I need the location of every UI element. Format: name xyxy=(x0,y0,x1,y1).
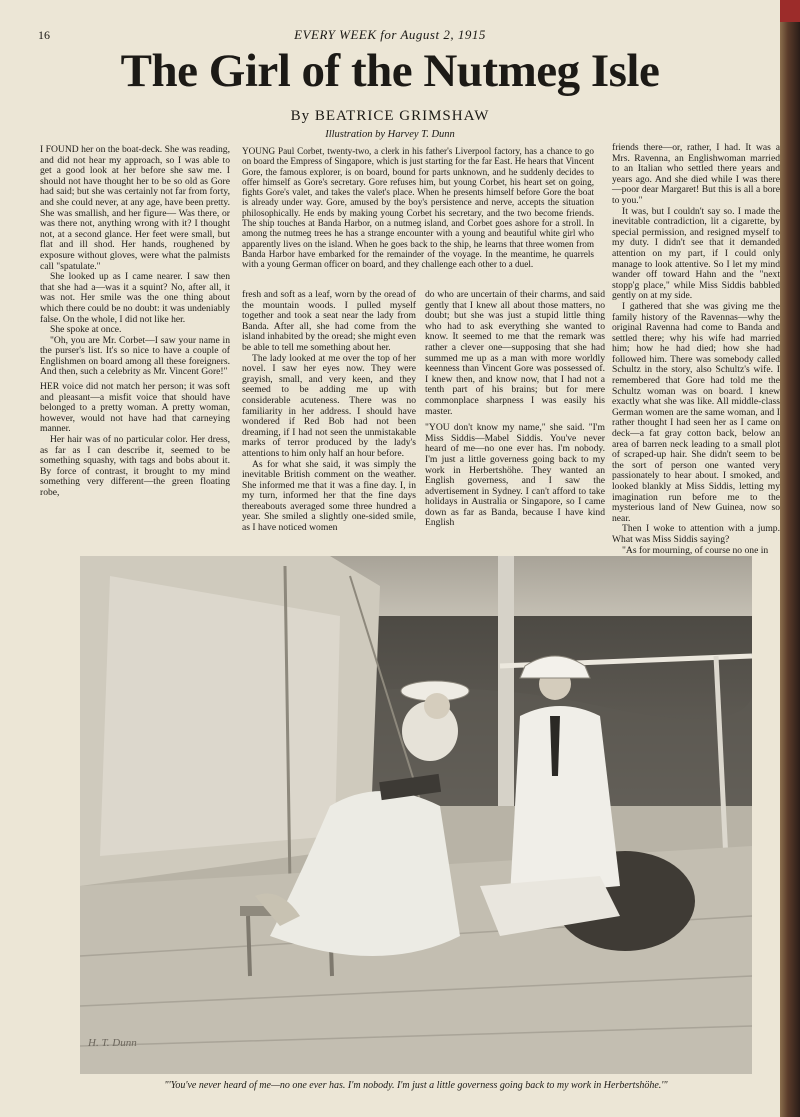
paragraph: As for what she said, it was simply the inevitable British comment on the weather. She informed me that it was a fine day. I, in my turn, informed her that the fine days thereabouts averaged some three hundred a year. She smiled a slightly one-sided smile, as I have noticed women xyxy=(242,458,416,534)
paragraph: "YOU don't know my name," she said. "I'm Miss Siddis—Mabel Siddis. You've never heard of me—no one ever has. I'm nobody. I'm just a little governess going back to my work in Herbertshöhe. They wanted an English governess, and I saw the advertisement in Sydney. I can't afford to take holidays in Australia or Singapore, so I came down as far as Banda, because I have kind English xyxy=(425,422,605,529)
binding-spine xyxy=(780,0,800,1117)
paragraph: "Oh, you are Mr. Corbet—I saw your name in the purser's list. It's so nice to have a couple of Englishmen on board among all these foreigners. And then, such a celebrity as Mr. Vincent Gore!" xyxy=(40,334,230,378)
paragraph: HER voice did not match her person; it was soft and pleasant—a misfit voice that should have belonged to a pretty woman. A pretty woman, however, would not have had that carneying manner. xyxy=(40,381,230,435)
paragraph: I FOUND her on the boat-deck. She was reading, and did not hear my approach, so I was able to get a good look at her before she saw me. I should not have thought her to be so old as Gore had said; but she was certainly not far from forty, and she could never, at any age, have been pretty. She was smallish, and her figure— Was there, or was there not, anything wrong with it? I thought not, at a second glance. Her feet were small, but flat and ill shod. Her hands, roughened by exposure without gloves, were what the palmists call "spatulate." xyxy=(40,144,230,272)
woman-face xyxy=(424,693,450,719)
paragraph: fresh and soft as a leaf, worn by the oread of the mountain woods. I pulled myself together and took a seat near the lady from Banda. After all, she had come from the island inhabited by the oread; she might even be able to tell me something about her. xyxy=(242,289,416,353)
paragraph: Her hair was of no particular color. Her dress, as far as I can describe it, seemed to be something squashy, with tags and bobs about it. By force of contrast, it brought to my mind something very different—the green floating robe, xyxy=(40,434,230,498)
paragraph: Then I woke to attention with a jump. What was Miss Siddis saying? xyxy=(612,523,780,545)
byline: By BEATRICE GRIMSHAW xyxy=(290,108,490,124)
paragraph: The lady looked at me over the top of her novel. I saw her eyes now. They were grayish, small, and very keen, and they seemed to be adding me up with considerable acuteness. There was no familiarity in her address. I should have wondered if Red Bob had not been dreaming, if I had not seen the unmistakable marks of terror produced by the lady's attentions to him only half an hour before. xyxy=(242,352,416,459)
text-column-1 xyxy=(40,145,230,499)
paragraph: She spoke at once. xyxy=(50,324,122,336)
page-number: 16 xyxy=(38,28,50,42)
artist-signature: H. T. Dunn xyxy=(88,1037,137,1049)
illustration-credit: Illustration by Harvey T. Dunn xyxy=(325,129,455,140)
illustration xyxy=(80,556,752,1074)
paragraph: do who are uncertain of their charms, and said gently that I knew all about those matters, no doubt; but she was just a stupid little thing who had to ask everything she wanted to know. It seemed to me that the remark was rather a clever one—supposing that she had summed me up as a man with more worldly keenness than Vincent Gore was possessed of. I knew then, and know now, that I had not a tenth part of his brains; but for mere commonplace sharpness I was easily his master. xyxy=(425,289,605,417)
text-column-3 xyxy=(425,290,605,529)
binding-spine-label xyxy=(780,0,800,22)
awning-fold xyxy=(100,576,340,856)
footstool-leg xyxy=(248,916,250,976)
paragraph: It was, but I couldn't say so. I made the inevitable contradiction, lit a cigarette, by special permission, and resigned myself to my duty. I didn't see that it demanded attention on my part, if I could only manage to look attentive. So I let my mind wander off toward Hahn and the "next stopp'g place," while Miss Siddis babbled gently on at my side. xyxy=(612,205,780,302)
paragraph: "As for mourning, of course no one in xyxy=(622,544,769,556)
paragraph: friends there—or, rather, I had. It was a Mrs. Ravenna, an Englishwoman married to an Italian who settled there years and years ago. And she died while I was there—poor dear Margaret! But this is all a bore to you." xyxy=(612,142,780,206)
text-column-4 xyxy=(612,143,780,556)
story-synopsis xyxy=(242,146,594,270)
illustration-caption: "'You've never heard of me—no one ever has. I'm nobody. I'm just a little governess going back to my work in Herbertshöhe.'" xyxy=(164,1080,668,1091)
paragraph: I gathered that she was giving me the family history of the Ravennas—why the original Ravenna had come to Banda and settled there; why his wife had married him; how he had died; how she had followed him. There was somebody called Schultz in the story, also Schultz's wife. I remembered that Gore had told me the Schultz woman was on board. I knew exactly what she was like. All middle-class German women are the same woman, and I rather thought I had seen her as I came on deck—a fat gray cotton back, below an area of barren neck leading to a small plot of scraped-up hair. She didn't seem to be the sort of person one wanted very passionately to hear about. I smoked, and looked blankly at Miss Siddis, letting my imagination run before me to the mysterious land of New Guinea, now so near. xyxy=(612,300,780,524)
synopsis-text: YOUNG Paul Corbet, twenty-two, a clerk in his father's Liverpool factory, has a chance to go on board the Empress of Singapore, which is just starting for the far East. He hears that Vincent Gore, the famous explorer, is on board, bound for parts unknown, and he suddenly decides to offer himself as Gore's secretary. Gore refuses him, but young Corbet, his heart set on going, fights Gore's valet, and takes the valet's place. When he presents himself before Gore the boat is already under way. Gore, amused by the boy's persistence and nerve, accepts the situation philosophically. He ends by making young Corbet his secretary, and the two become friends. The ship touches at Banda Harbor, on a nutmeg island, and Corbet goes ashore for a stroll. In among the nutmeg trees he has a strange encounter with a young and beautiful white girl who apparently lives on the island. When he goes back to the ship, he learns that three women from Banda Harbor have embarked for the remainder of the voyage. In the meantime, he quarrels with a young German officer on board, and they challenge each other to a duel. xyxy=(242,146,594,270)
text-column-2 xyxy=(242,290,416,534)
mast xyxy=(498,556,514,806)
article-title: The Girl of the Nutmeg Isle xyxy=(120,45,660,97)
paragraph: She looked up as I came nearer. I saw then that she had a—was it a squint? No, after all, it was not. Her smile was the one thing about which there could be no doubt: it was undeniably false. On the whole, I did not like her. xyxy=(40,271,230,325)
running-head: EVERY WEEK for August 2, 1915 xyxy=(294,27,486,42)
